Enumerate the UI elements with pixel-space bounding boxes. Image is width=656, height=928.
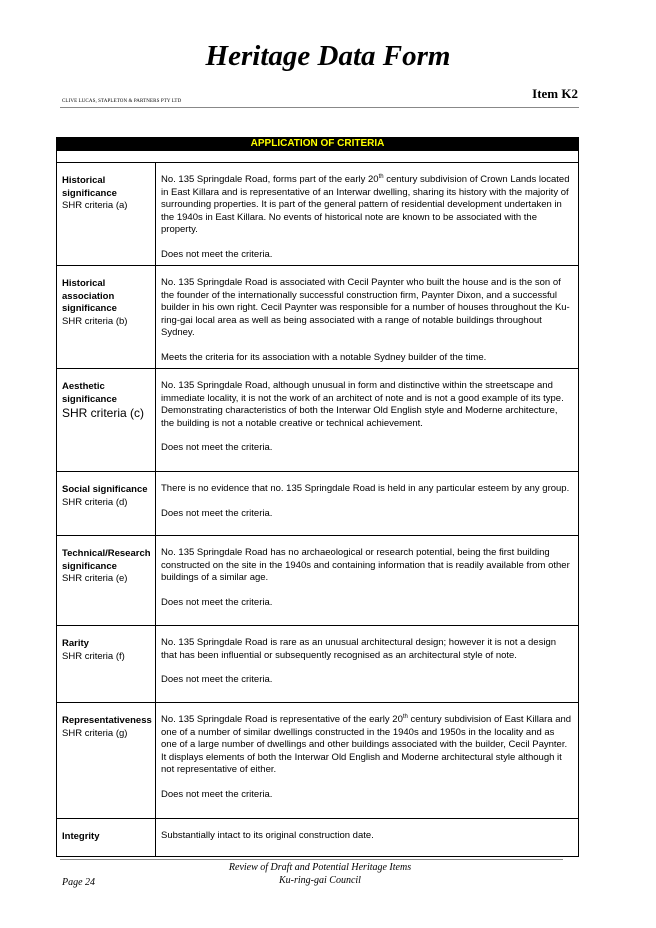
criterion-assessment-cell <box>156 472 579 536</box>
page-number: Page 24 <box>62 877 96 888</box>
criterion-assessment-cell <box>156 626 579 703</box>
criterion-code: SHR criteria (b) <box>62 315 128 327</box>
footer-council-name: Ku-ring-gai Council <box>279 875 361 886</box>
table-row <box>57 163 579 266</box>
header-divider <box>60 107 579 108</box>
ordinal-superscript: th <box>378 173 384 180</box>
footer-divider <box>60 859 563 860</box>
assessment-conclusion: Does not meet the criteria. <box>161 788 273 800</box>
criteria-table <box>56 137 579 857</box>
criterion-assessment-cell <box>156 163 579 266</box>
table-row <box>57 703 579 819</box>
criterion-label-cell <box>57 703 156 819</box>
page-title: Heritage Data Form <box>205 40 451 72</box>
assessment-text: Substantially intact to its original construction date. <box>161 830 374 841</box>
criterion-name: Historical association significance <box>62 278 117 314</box>
table-row <box>57 819 579 857</box>
table-row <box>57 626 579 703</box>
assessment-conclusion: Does not meet the criteria. <box>161 442 273 453</box>
footer-document-title: Review of Draft and Potential Heritage Items <box>228 862 412 873</box>
criterion-label-cell <box>57 626 156 703</box>
criterion-name: Historical significance <box>62 175 117 199</box>
assessment-text: No. 135 Springdale Road, although unusual in form and distinctive within the streetscape and immediate locality, it is not the work of an architect of note and is not a good example of its type. Demonstrating characteristics of both the Interwar Old English style and Moderne architecture, the building is not a notable creative or technical achievement. <box>161 380 564 429</box>
criterion-name: Social significance <box>62 484 148 495</box>
criterion-code: SHR criteria (f) <box>62 650 125 662</box>
criterion-label-cell <box>57 163 156 266</box>
criterion-assessment-cell <box>156 536 579 626</box>
criterion-code: SHR criteria (c) <box>62 406 145 420</box>
assessment-conclusion: Does not meet the criteria. <box>161 248 273 260</box>
table-row <box>57 472 579 536</box>
item-number: Item K2 <box>532 86 578 101</box>
firm-name: CLIVE LUCAS, STAPLETON & PARTNERS PTY LTD <box>62 99 182 104</box>
criterion-label-cell <box>57 819 156 857</box>
assessment-text: No. 135 Springdale Road has no archaeological or research potential, being the first building constructed on the site in the 1940s and containing information that is readily available from other buildings of a similar age. <box>161 547 570 583</box>
criterion-name: Representativeness <box>62 715 152 726</box>
criterion-code: SHR criteria (e) <box>62 573 128 584</box>
criterion-name: Aesthetic significance <box>62 381 117 405</box>
table-row <box>57 369 579 472</box>
criterion-assessment-cell <box>156 819 579 857</box>
assessment-conclusion: Meets the criteria for its association with a notable Sydney builder of the time. <box>161 351 487 363</box>
criterion-assessment-cell <box>156 369 579 472</box>
table-spacer-row <box>57 151 579 163</box>
criterion-code: SHR criteria (a) <box>62 200 128 211</box>
criterion-name: Integrity <box>62 831 100 842</box>
criterion-name: Technical/Research significance <box>62 548 151 572</box>
criterion-name: Rarity <box>62 638 89 649</box>
table-heading-row <box>57 138 579 151</box>
criterion-label-cell <box>57 369 156 472</box>
assessment-text: No. 135 Springdale Road is representative of the early 20th century subdivision of East Killara and one of a number of similar dwellings constructed in the 1940s and 1950s in the locality and as one of a large number of dwellings and other buildings associated with the builder, Cecil Paynter. It displays elements of both the Interwar Old English and Moderne architectural style although it not representative of either. <box>161 713 572 775</box>
criterion-label-cell <box>57 536 156 626</box>
assessment-text: No. 135 Springdale Road is associated with Cecil Paynter who built the house and is the son of the founder of the internationally successful construction firm, Paynter Dixon, and a successful builder in his own right. Cecil Paynter was responsible for a number of houses throughout the Ku-ring-gai local area as well as being associated with a range of notable buildings throughout Sydney. <box>161 277 570 338</box>
table-row <box>57 536 579 626</box>
criterion-label-cell <box>57 266 156 369</box>
ordinal-superscript: th <box>402 713 408 720</box>
criterion-assessment-cell <box>156 266 579 369</box>
criterion-label-cell <box>57 472 156 536</box>
assessment-conclusion: Does not meet the criteria. <box>161 596 273 608</box>
criterion-code: SHR criteria (d) <box>62 496 128 508</box>
assessment-conclusion: Does not meet the criteria. <box>161 674 273 685</box>
assessment-text: No. 135 Springdale Road is rare as an unusual architectural design; however it is not a design that has been influential or subsequently recognised as an architectural style of note. <box>161 637 557 661</box>
table-row <box>57 266 579 369</box>
table-heading: APPLICATION OF CRITERIA <box>57 138 579 151</box>
assessment-text: There is no evidence that no. 135 Springdale Road is held in any particular esteem by any group. <box>161 483 570 494</box>
criterion-code: SHR criteria (g) <box>62 727 128 739</box>
assessment-text: No. 135 Springdale Road, forms part of the early 20th century subdivision of Crown Lands located in East Killara and is representative of an Interwar dwelling, sharing its history with the majority of surrounding properties. It is part of the general pattern of residential development undertaken in the 1940s in East Killara. No events of historical note are known to be associated with the property. <box>161 173 570 235</box>
assessment-conclusion: Does not meet the criteria. <box>161 507 273 519</box>
criterion-assessment-cell <box>156 703 579 819</box>
